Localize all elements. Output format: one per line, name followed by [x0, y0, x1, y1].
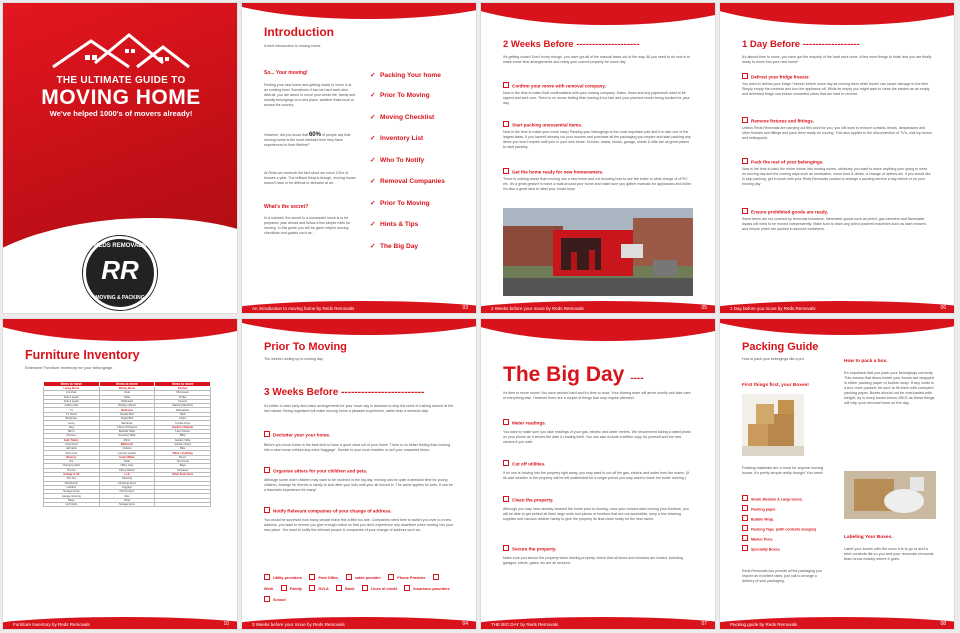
checkbox-item-text: You want to defrost your fridge / freezer before move day as moving them while frozen can cause damage to the item. Simply empty the contents and turn the appliance off. While its empty you might want to clean the insides as an empty and defrosted fridge can induce unwanted odors that are hard to remove.: [742, 82, 930, 96]
tick-icon: ✓: [370, 200, 376, 207]
van-scene-illustration: [503, 208, 693, 296]
checklist-label: The Big Day: [380, 243, 419, 250]
table-cell: Garden / Outside: [155, 425, 211, 429]
tick-icon: ✓: [370, 243, 376, 250]
checkbox-item-title: Defrost your fridge freezer.: [742, 73, 810, 80]
checklist-label: Moving Checklist: [380, 114, 435, 121]
table-cell: Storage boxes: [44, 490, 100, 494]
table-cell: Coat stand: [44, 442, 100, 446]
table-cell: Garage / Loft: [44, 472, 100, 476]
table-cell: Pictures: [44, 434, 100, 438]
inventory-heading: Furniture Inventory: [25, 348, 140, 362]
cover-subtitle: We've helped 1000's of movers already!: [49, 109, 193, 118]
table-cell: Changing table: [44, 464, 100, 468]
checkbox-item-title: Confirm your move with removal company.: [503, 82, 606, 89]
footer-text: 2 Weeks before your move by Reds Removals: [491, 306, 584, 311]
column-header: Items to move: [44, 382, 100, 387]
table-cell: Storage items: [99, 503, 155, 507]
checklist-label: Prior To Moving: [380, 92, 430, 99]
table-cell: Bedside Table: [99, 429, 155, 433]
table-cell: Bikes: [44, 498, 100, 502]
table-cell: Table: [155, 412, 211, 416]
table-cell: Microwave: [155, 391, 211, 395]
table-cell: Living Room: [44, 387, 100, 391]
checkbox-item-text: Now is the time to make your move easy! Packing your belongings is the most important part and it is also one of the largest tasks. If you haven't already cut your movers and purchase all the packaging you require and start packing any items you won't require until your in your new home. Closets, draws, books, garage, sheds & lofts are all great places to start packing.: [503, 130, 691, 149]
footer-text: Furniture Inventory by Reds Removals: [13, 622, 90, 627]
notify-list: [264, 571, 454, 604]
table-cell: Chair: [99, 391, 155, 395]
top-swoosh: [241, 2, 477, 19]
removal-van-photo: [503, 208, 693, 296]
checklist-label: Hints & Tips: [380, 221, 419, 228]
table-cell: Mirror: [44, 429, 100, 433]
footer-text: 3 Weeks before your move by Reds Removals: [252, 622, 345, 627]
page-number: 05: [701, 305, 707, 311]
column-header: Items to move: [155, 382, 211, 387]
checklist-item: [370, 134, 423, 142]
table-cell: Other / Anything: [155, 451, 211, 455]
page-footer: [720, 299, 954, 313]
tick-icon: ✓: [370, 114, 376, 121]
checkbox-item-title: Secure the property.: [503, 545, 556, 552]
table-cell: Toy box: [44, 468, 100, 472]
how-to-heading: How to pack a box.: [844, 359, 888, 364]
table-cell: Armchair: [44, 391, 100, 395]
table-cell: Fridge: [155, 395, 211, 399]
tick-icon: ✓: [370, 221, 376, 228]
one-day-intro: It's almost time to move, you have got the majority of the hard work done. A few more things to finish and you are finally ready to move into your new home!: [742, 55, 932, 64]
page-footer: [242, 299, 476, 313]
table-cell: Luggage: [99, 485, 155, 489]
material-item: Bubble Wrap.: [742, 515, 774, 522]
boxes-photo: [742, 394, 804, 456]
table-cell: Double Bed: [99, 412, 155, 416]
table-cell: Boxes: [155, 455, 211, 459]
prior-to-moving-page: [241, 318, 477, 630]
big-day-title: The Big Day: [503, 363, 625, 386]
notify-item: Phone Provider: [388, 576, 425, 580]
checkbox-item-title: Declutter your your home.: [264, 431, 330, 438]
page-number: 03: [462, 305, 468, 311]
table-cell: [155, 503, 211, 507]
table-cell: Filing cabinet: [99, 468, 155, 472]
checklist-label: Removal Companies: [380, 178, 445, 185]
page-number: 06: [940, 305, 946, 311]
table-cell: Table: [99, 395, 155, 399]
table-cell: Bedroom: [99, 408, 155, 412]
table-cell: Garage shelving: [44, 494, 100, 498]
checklist-label: Inventory List: [380, 135, 424, 142]
table-cell: Chest of Drawers: [99, 425, 155, 429]
table-cell: Home Office: [99, 455, 155, 459]
top-swoosh: [241, 318, 477, 335]
footer-text: THE BIG DAY by Reds Removals: [491, 622, 559, 627]
top-swoosh: [480, 318, 716, 341]
table-cell: Office chair: [99, 464, 155, 468]
checkbox-item-text: Some items are not covered by removals insurance, flammable goods such as petrol, gas canisters and flammable liquids will need to be moved independently. Make sure to drain any petrol powered machines such as lawn mowers and ensure petrol are packed in secured containers.: [742, 217, 927, 231]
house-roof-icon: [51, 33, 191, 73]
checkbox-item-title: Ensure prohibited goods are ready.: [742, 208, 828, 215]
table-cell: Workbench: [44, 481, 100, 485]
page-footer: [481, 615, 715, 629]
one-day-page: [719, 2, 955, 314]
table-cell: Nursery: [44, 455, 100, 459]
table-cell: Other: [99, 498, 155, 502]
reds-removals-logo: [83, 236, 157, 310]
table-cell: Old Furniture: [99, 490, 155, 494]
notify-item: Lines of credit: [362, 587, 397, 591]
table-cell: Desk: [99, 460, 155, 464]
table-cell: Misc: [99, 494, 155, 498]
checkbox-item-text: Before you move home is the best time to have a good clear out of your home. There is no better feeling than moving into a new house without any extra 'baggage'. Donate to your local charities or sell your unwanted items.: [264, 443, 451, 452]
intro-para2-a: However, did you know that: [264, 133, 308, 137]
checkbox-item-title: Organise sitters for your children and pets.: [264, 467, 367, 474]
checklist-item: [370, 220, 418, 228]
table-cell: Bike: [155, 447, 211, 451]
table-cell: Mirror: [99, 438, 155, 442]
tick-icon: ✓: [370, 178, 376, 185]
checkbox-item-title: Remove fixtures and fittings.: [742, 117, 814, 124]
tick-icon: ✓: [370, 157, 376, 164]
checkbox-item-title: Start packing unessential items.: [503, 121, 582, 128]
big-day-heading: [503, 363, 644, 387]
table-cell: Lamp: [44, 421, 100, 425]
one-day-heading: 1 Day Before ------------------: [742, 39, 860, 50]
prior-subheading: The weeks running up to moving day.: [264, 357, 324, 361]
table-cell: Hall / Stairs: [44, 438, 100, 442]
table-cell: Coffee table: [44, 404, 100, 408]
notify-item: School: [264, 598, 286, 602]
table-cell: Chairs: [155, 417, 211, 421]
table-cell: Sofa 3 seater: [44, 399, 100, 403]
table-cell: Garden Table: [155, 438, 211, 442]
packing-photo: [844, 471, 936, 519]
big-day-page: [480, 318, 716, 630]
intro-para2: [264, 133, 356, 148]
top-swoosh: [719, 318, 955, 335]
page-footer: [242, 615, 476, 629]
checkbox-item-title: Notify Relevant companies of your change of address.: [264, 507, 392, 514]
table-cell: Tool box: [44, 477, 100, 481]
table-cell: Sofa 2 seater: [44, 395, 100, 399]
cover-page: [2, 2, 238, 314]
tick-icon: ✓: [370, 92, 376, 99]
inventory-table-body: [44, 387, 211, 507]
packing-para3: It's important that you pack your belongings correctly. This means that items inside your boxes are wrapped in either packing paper or bubble wrap. If any voids in a box once packed, be sure to fill them with crumpled packing paper. Boxes should not be overloaded with weight, try to keep boxes below 15KG as these things will help your removal team on the day.: [844, 371, 935, 405]
table-cell: Sideboard: [99, 399, 155, 403]
inventory-subheading: Extensive Furniture Inventory for your belongings.: [25, 365, 114, 370]
intro-subheading: A brief introduction to moving home.: [264, 44, 322, 48]
notify-item: Bank: [336, 587, 354, 591]
footer-text: An introduction to moving home by Reds Removals: [252, 306, 355, 311]
page-footer: [720, 615, 954, 629]
checkbox-item-title: Pack the rest of your belongings.: [742, 158, 824, 165]
tick-icon: ✓: [370, 72, 376, 79]
table-cell: Tumble Dryer: [155, 421, 211, 425]
intro-para3: At Reds we overtook the fact since we move 100's of houses a year. The brilliant thing is though, moving house doesn't have to be difficult or stressful at all.: [264, 171, 356, 185]
table-cell: Lawn Mower: [155, 429, 211, 433]
big-day-dashes: ----: [630, 373, 644, 384]
first-things-heading: First things first, your Boxes!: [742, 383, 809, 388]
notify-item: Work: [264, 576, 442, 591]
table-cell: Suitcases: [155, 468, 211, 472]
packing-heading: Packing Guide: [742, 341, 819, 353]
checkbox-item-text: Now is the time to pack the entire house into moving boxes, obviously you want to leave anything your going to need on moving day and the coming days such as medication, some food & drinks, a change of clothes etc. If you would like to skip packing, get in touch with your Reds Removals contact to arrange a packing service a day before or on your moving day.: [742, 167, 931, 186]
table-cell: Shoe rack: [44, 451, 100, 455]
checkbox-item-title: Meter readings.: [503, 419, 546, 426]
checklist-label: Prior To Moving: [380, 200, 430, 207]
checkbox-item-text: You want to make sure you take readings of your gas, electric and water meters. We recommend taking a dated photo on your phone as it serves the date & reading itself. You can also include a written copy for yourself and the new owners if you wish.: [503, 430, 691, 444]
table-cell: Wardrobe: [99, 421, 155, 425]
table-cell: TV: [44, 408, 100, 412]
table-cell: Display cabinet: [99, 404, 155, 408]
table-cell: BBQ: [155, 434, 211, 438]
top-swoosh: [719, 2, 955, 25]
intro-para2-b: of people say that moving home is the most stressful time they have experienced in their lifetime?: [264, 133, 351, 147]
table-cell: Rug: [44, 425, 100, 429]
page-number: 08: [940, 621, 946, 627]
page-number: 10: [223, 621, 229, 627]
checklist-item: [370, 242, 418, 250]
table-cell: Single Bed: [99, 417, 155, 421]
logo-top-text: REDS REMOVALS: [94, 243, 146, 249]
checkbox-item-text: Now is the time to make final confirmations with your moving company. Dates, times and any paperwork want to be signed and sent over. There is no worse feeling than leaving it too late and your planned mover being booked for your day.: [503, 91, 690, 105]
packing-para1: Packing materials are a must for anyone moving house, it's pretty simple really though! You need:: [742, 466, 824, 475]
footer-text: Packing guide by Reds Removals: [730, 622, 798, 627]
table-cell: Dishwasher: [155, 408, 211, 412]
prior-heading: Prior To Moving: [264, 341, 347, 353]
labeling-heading: Labeling Your Boxes.: [844, 535, 893, 540]
intro-heading: Introduction: [264, 25, 334, 39]
packing-subheading: How to pack your belongings like a pro.: [742, 357, 805, 361]
packing-illustration: [844, 471, 936, 519]
two-weeks-intro: It's getting closer! Don't worry though, you have got all of the manual tasks out of the way. All you need to do now is to make some final arrangements and ready your current property for move day.: [503, 55, 691, 64]
page-number: 07: [701, 621, 707, 627]
packing-guide-page: [719, 318, 955, 630]
material-item: Speciality Boxes.: [742, 545, 781, 552]
page-footer: [3, 615, 237, 629]
introduction-page: [241, 2, 477, 314]
three-weeks-heading: 3 Weeks Before -------------------------: [264, 387, 425, 398]
column-header: Items to move: [99, 382, 155, 387]
so-your-moving: So... Your moving!: [264, 70, 308, 76]
notify-item: cable provider: [346, 576, 381, 580]
table-cell: Bookcase: [44, 417, 100, 421]
table-cell: Laundry basket: [99, 451, 155, 455]
notify-item: Utility providers: [264, 576, 302, 580]
table-cell: Christmas Decs: [99, 481, 155, 485]
page-number: 04: [462, 621, 468, 627]
table-cell: TV Stand: [44, 412, 100, 416]
checkbox-item-text: You would be surprised how many people leave this a little too late. Companies need time to switch you over to a new address, you want to ensure you give enough notice so that you don't experience any downtime when moving into your new place. You want to notify the relevant people & companies of your change of address such as...: [264, 518, 454, 532]
boxes-illustration: [742, 394, 804, 456]
logo-letters: RR: [101, 255, 139, 285]
checkbox-item-text: If no one is moving into the property right away, you may want to cut off the gas, electric and water from the mains. (If its cold weather or the property will be left unattended for a longer period you may want to leave the boiler running.): [503, 471, 690, 480]
checklist-label: Packing Your home: [380, 72, 441, 79]
table-cell: Freezer: [155, 399, 211, 403]
notify-item: Insurance providers: [404, 587, 449, 591]
checkbox-item-text: Although you may have already cleaned the home prior to moving, once your movers start moving your furniture, you will be able to get behind all them large units and pieces of furniture that are not accessible, keep a few cleaning supplies and vacuum cleaner handy to give the property its final clean ready for the new owner.: [503, 507, 689, 521]
table-cell: Bathroom: [99, 442, 155, 446]
table-cell: Hall table: [44, 447, 100, 451]
table-cell: Dining Room: [99, 387, 155, 391]
table-cell: Cot: [44, 460, 100, 464]
secret-heading: What's the secret?: [264, 204, 309, 210]
checkbox-item-text: Although some older children may want to be involved in the big day, moving can be quite a stressful time for young children. Arrange for friends or family to look after your kids until your all moved in. The same applies for pets. It can be a traumatic experience for many!: [264, 478, 453, 492]
material-item: Packing paper.: [742, 505, 776, 512]
material-item: Packing Tape. (with contents designs): [742, 525, 816, 532]
notify-item: DVLA: [309, 587, 328, 591]
inventory-page: [2, 318, 238, 630]
table-cell: Ladders: [44, 485, 100, 489]
checklist-item: [370, 177, 445, 185]
big-day-intro: It's time to move home! You have worked hard and it's time to relax. Your Moving team will arrive shortly and take care of everything else. However there are a couple of things that may require attention.: [503, 391, 691, 400]
intro-para2-pct: 60%: [308, 132, 321, 138]
top-swoosh: [2, 318, 238, 341]
checkbox-item-title: Clean the property.: [503, 496, 554, 503]
top-swoosh: [480, 2, 716, 25]
checklist-item: [370, 113, 434, 121]
table-cell: Golf clubs: [44, 503, 100, 507]
table-cell: Washing Machine: [155, 404, 211, 408]
footer-text: 1 Day before you move by Reds Removals: [730, 306, 816, 311]
material-item: Marker Pens.: [742, 535, 773, 542]
checkbox-item-text: Unless Reds Removals are carrying out this work for you, you will want to remove curtains, blinds, lampshades and other fixtures and fittings and pack them ready for moving. This also applies to the disconnection of TV's, wall top boxes and whitegoods.: [742, 126, 932, 140]
prior-intro: It's better to start early and make arrangements for your move day in advance to stop the need of rushing around at the last minute. Being organised will make moving home a pleasant experience, rather than a stressful day!: [264, 404, 454, 413]
checklist-item: [370, 91, 430, 99]
table-cell: Tea chests: [155, 460, 211, 464]
logo-bottom-text: MOVING & PACKING: [95, 295, 145, 301]
cover-title-line2: MOVING HOME: [41, 86, 201, 109]
packing-para2: Reds Removals can provide all the packaging you require an excellent rates, just call to arrange a delivery of your packaging.: [742, 569, 822, 583]
notify-item: Family: [281, 587, 302, 591]
checklist-item: [370, 71, 441, 79]
checklist-item: [370, 156, 424, 164]
table-cell: Cabinet: [99, 447, 155, 451]
table-cell: Dressing Table: [99, 434, 155, 438]
table-cell: Loft: [99, 472, 155, 476]
checkbox-item-title: Get the home ready for new homeowners.: [503, 168, 603, 175]
two-weeks-heading: 2 Weeks Before --------------------: [503, 39, 640, 50]
intro-para4: In a nutshell, the secret to a successful move is to be prepared, plan ahead and follow a few simple rules for moving. In this guide you will be given helpful moving checklists and guides such as...: [264, 216, 351, 235]
tick-icon: ✓: [370, 135, 376, 142]
table-cell: Kitchen: [155, 387, 211, 391]
notify-item: Post Office: [309, 576, 338, 580]
page-footer: [481, 299, 715, 313]
checklist-label: Who To Notify: [380, 157, 425, 164]
cover-title-line1: THE ULTIMATE GUIDE TO: [56, 75, 186, 86]
checkbox-item-text: Make sure you secure the property when leaving property, check that all doors and windows are locked, including garages, sheds, gates, etc are all secured.: [503, 556, 683, 565]
checkbox-item-title: Cut off utilities.: [503, 460, 545, 467]
table-cell: Bags: [155, 464, 211, 468]
material-item: Small, Medium & Large boxes.: [742, 495, 803, 502]
table-cell: Garden Chairs: [155, 442, 211, 446]
two-weeks-page: [480, 2, 716, 314]
table-cell: Shelving: [99, 477, 155, 481]
intro-para1: Finding your new home and getting ready to move in is an exciting time! Sometimes it can be hard work also. Afterall, you are about to move your whole life, family and worldly belongings to a new place, weather thats local or across the country.: [264, 83, 356, 107]
checkbox-item-text: There is nothing worse than moving into a new home and not knowing how to use the boiler or what charge of uPVC etc. It's a great gesture to have a walk around your home and make sure you gather manuals for appliances and boiler. It's also a great idea to label your house keys.: [503, 177, 692, 191]
inventory-table: [43, 381, 211, 507]
table-row: [44, 503, 211, 507]
packing-para4: Label your boxes with the room it is to go to and a brief contents list so you and your removals removals team know exactly where it goes.: [844, 547, 934, 561]
checklist-item: [370, 199, 430, 207]
table-cell: Other Items Here: [155, 472, 211, 476]
